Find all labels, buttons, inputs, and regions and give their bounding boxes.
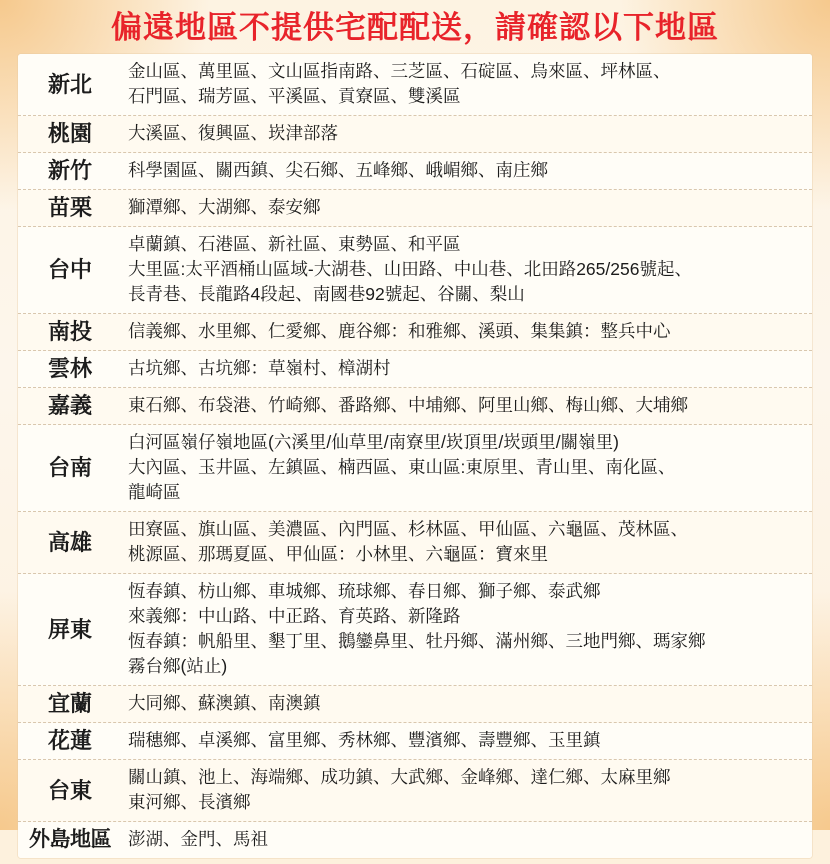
region-name: 嘉義 [47,393,92,418]
table-row [18,190,812,227]
region-name: 高雄 [47,529,92,555]
region-areas [122,760,812,821]
region-areas [122,116,812,152]
area-line: 卓蘭鎮、石港區、新社區、東勢區、和平區 [128,234,461,254]
region-name: 新北 [47,71,92,97]
area-line: 科學園區、關西鎮、尖石鄉、五峰鄉、峨嵋鄉、南庄鄉 [128,160,548,180]
region-name: 苗栗 [47,195,92,220]
region-areas [122,190,812,226]
region-name: 雲林 [47,356,92,381]
table-row [18,425,812,512]
area-line: 長青巷、長龍路4段起、南國巷92號起、谷關、梨山 [128,284,525,304]
region-areas [122,314,812,350]
region-name: 南投 [47,319,92,344]
table-row [18,574,812,686]
table-row [18,116,812,153]
area-line: 大同鄉、蘇澳鎮、南澳鎮 [128,693,321,713]
table-row [18,54,812,116]
region-name: 台南 [47,455,92,480]
region-name: 屏東 [47,616,92,642]
region-name: 宜蘭 [47,691,92,716]
table-row [18,388,812,425]
area-line: 澎湖、金門、馬祖 [128,829,268,849]
area-line: 關山鎮、池上、海端鄉、成功鎮、大武鄉、金峰鄉、達仁鄉、太麻里鄉 [128,767,671,787]
table-row [18,723,812,760]
area-line: 大內區、玉井區、左鎮區、楠西區、東山區:東原里、青山里、南化區、 [128,457,676,477]
region-name: 花蓮 [47,728,92,753]
table-row [18,351,812,388]
area-line: 金山區、萬里區、文山區指南路、三芝區、石碇區、烏來區、坪林區、 [128,61,671,81]
area-line: 古坑鄉、古坑鄉：草嶺村、樟湖村 [128,358,391,378]
area-line: 桃源區、那瑪夏區、甲仙區：小林里、六龜區：寶來里 [128,544,548,564]
area-line: 信義鄉、水里鄉、仁愛鄉、鹿谷鄉：和雅鄉、溪頭、集集鎮：整兵中心 [128,321,671,341]
table-row [18,153,812,190]
area-line: 恆春鎮、枋山鄉、車城鄉、琉球鄉、春日鄉、獅子鄉、泰武鄉 [128,581,601,601]
region-areas [122,512,812,573]
area-line: 恆春鎮：帆船里、墾丁里、鵝鑾鼻里、牡丹鄉、滿州鄉、三地門鄉、瑪家鄉 [128,631,706,651]
table-row [18,512,812,574]
region-name: 桃園 [47,121,92,146]
area-line: 獅潭鄉、大湖鄉、泰安鄉 [128,197,321,217]
region-areas [122,425,812,511]
region-table [18,54,812,858]
region-areas [122,574,812,685]
area-line: 大里區:太平酒桶山區域-大湖巷、山田路、中山巷、北田路265/256號起、 [128,259,692,279]
area-line: 霧台鄉(站止) [128,656,228,676]
area-line: 東石鄉、布袋港、竹崎鄉、番路鄉、中埔鄉、阿里山鄉、梅山鄉、大埔鄉 [128,395,688,415]
region-areas [122,388,812,424]
region-areas [122,686,812,722]
region-areas [122,153,812,189]
table-row [18,760,812,822]
region-areas [122,227,812,313]
region-name: 台東 [47,777,92,803]
area-line: 田寮區、旗山區、美濃區、內門區、杉林區、甲仙區、六龜區、茂林區、 [128,519,688,539]
area-line: 石門區、瑞芳區、平溪區、貢寮區、雙溪區 [128,86,461,106]
region-areas [122,723,812,759]
area-line: 瑞穗鄉、卓溪鄉、富里鄉、秀林鄉、豐濱鄉、壽豐鄉、玉里鎮 [128,730,601,750]
table-row [18,227,812,314]
region-areas [122,822,812,858]
region-name: 新竹 [47,158,92,183]
table-row [18,314,812,351]
area-line: 龍崎區 [128,482,181,502]
table-row [18,822,812,858]
page-title: 偏遠地區不提供宅配配送，請確認以下地區 [111,10,719,45]
area-line: 白河區嶺仔嶺地區(六溪里/仙草里/南寮里/崁頂里/崁頭里/關嶺里) [128,432,619,452]
area-line: 大溪區、復興區、崁津部落 [128,123,338,143]
area-line: 來義鄉：中山路、中正路、育英路、新隆路 [128,606,461,626]
region-name: 外島地區 [29,828,111,851]
region-name: 台中 [47,257,92,282]
area-line: 東河鄉、長濱鄉 [128,792,251,812]
table-row [18,686,812,723]
region-areas [122,351,812,387]
region-areas [122,54,812,115]
